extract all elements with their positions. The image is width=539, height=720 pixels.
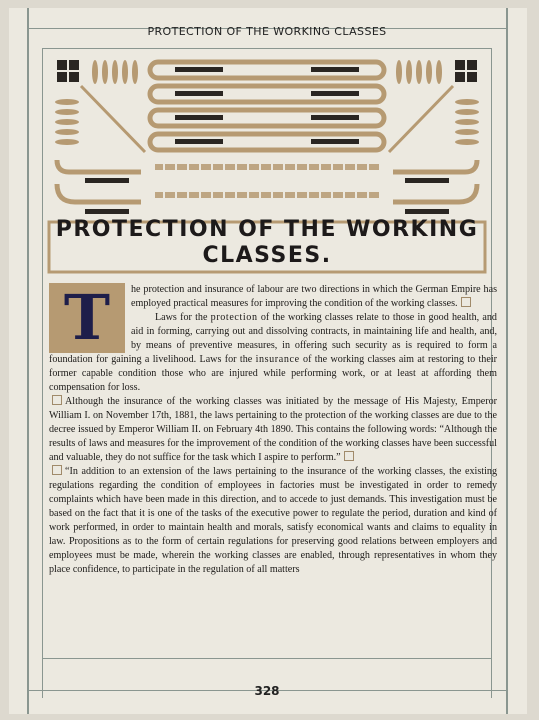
paragraph-text: of the working classes aim at restoring to their former capable condition those who are injured while performing work, or at least at affording them compensation for loss. — [49, 354, 497, 393]
square-ornament-icon — [461, 297, 471, 307]
running-head: PROTECTION OF THE WORKING CLASSES — [147, 25, 387, 38]
emphasis-text: insurance — [255, 354, 300, 365]
drop-cap — [49, 283, 125, 353]
title-line: CLASSES. — [202, 243, 332, 268]
paragraph-text: he protection and insurance of labour are two directions in which the German Empire has employed practical measures for improving the condition of the working classes. — [131, 284, 497, 309]
drop-cap-letter: T — [63, 281, 111, 354]
frame-line — [27, 8, 29, 714]
paragraph-text: “In addition to an extension of the laws pertaining to the insurance of the working classes, the existing regulations regarding the condition of employees in factories must be investigated in order to remedy complaints which have been made in this direction, and to accede to just demands. This investigation must be based on the fact that it is one of the tasks of the executive power to regulate the period, duration and kind of work performed, in order to maintain health and morals, satisfy economical wants and claims to equality in law. Propositions as to the form of certain regulations for preserving good relations between employers and employees must be made, wherein the working classes are enabled, through representatives in whom they place confidence, to participate in the regulation of all matters — [49, 466, 497, 575]
title-line: PROTECTION OF THE WORKING — [55, 217, 479, 242]
paragraph — [49, 465, 497, 577]
frame-line — [506, 8, 508, 714]
paragraph-text: Although the insurance of the working classes was initiated by the message of His Majesty, Emperor William I. on November 17th, 1881, the laws pertaining to the protection of the working classes are due to the decree issued by Emperor William II. on February 4th 1890. This contains the following words: “Although the results of laws and measures for the improvement of the condition of the working classes have been successful and valuable, they do not suffice for the task which I aspire to perform.” — [49, 396, 497, 463]
paragraph — [49, 395, 497, 465]
frame-line — [42, 48, 492, 49]
square-ornament-icon — [52, 395, 62, 405]
paragraph-text: of the working classes relate to those in good health, and aid in forming, carrying out and dissolving contracts, in maintaining life and health, and, by means of preventive measures, in offering such security as is required to form a foundation for gaining a livelihood. Laws for the — [49, 312, 497, 365]
book-page — [9, 8, 527, 714]
frame-line — [42, 48, 43, 698]
chapter-title — [45, 217, 489, 269]
frame-line — [42, 658, 492, 659]
square-ornament-icon — [52, 465, 62, 475]
page-number: 328 — [254, 684, 280, 698]
square-ornament-icon — [344, 451, 354, 461]
body-text — [49, 283, 497, 577]
emphasis-text: protection — [210, 312, 258, 323]
paragraph-text: Laws for the — [155, 312, 211, 323]
